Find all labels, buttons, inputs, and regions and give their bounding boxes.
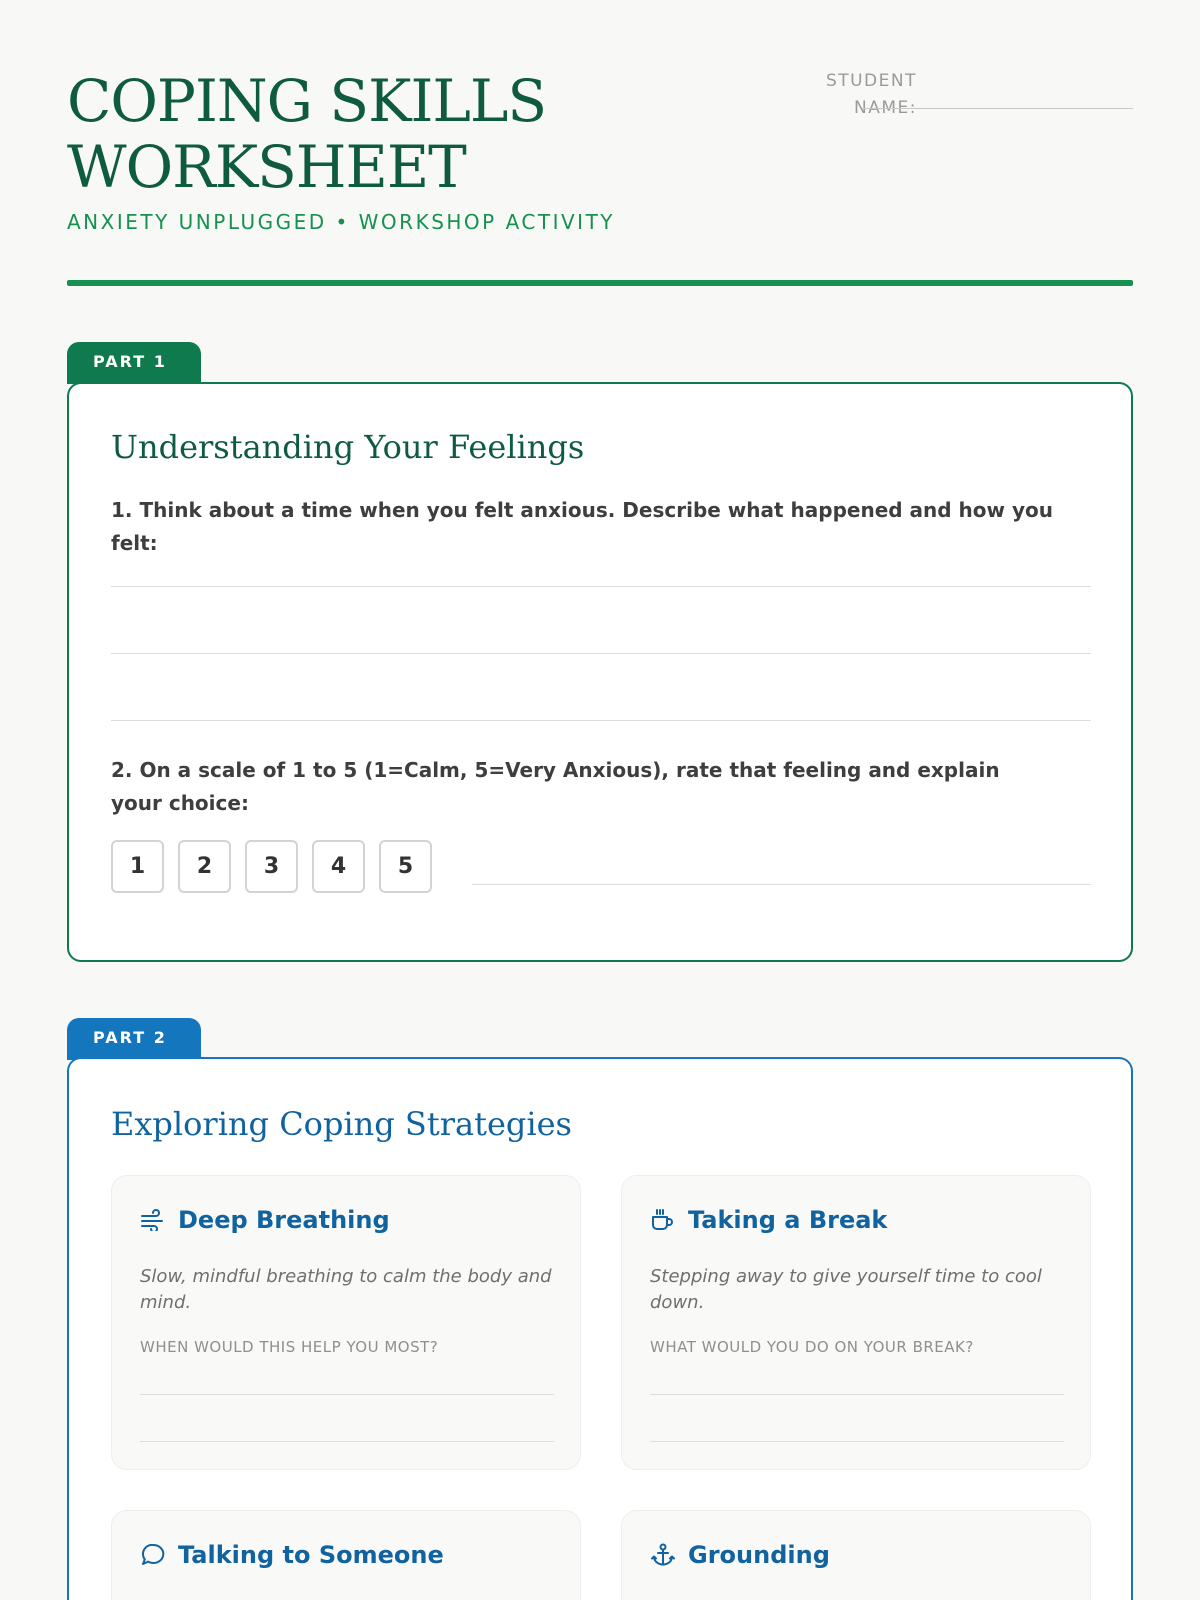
rating-option-2[interactable]: 2 xyxy=(178,840,231,893)
answer-line-3[interactable] xyxy=(111,720,1091,721)
answer-line-2[interactable] xyxy=(111,653,1091,654)
rating-option-4[interactable]: 4 xyxy=(312,840,365,893)
student-name-label xyxy=(717,68,917,122)
anchor-icon xyxy=(650,1542,676,1568)
student-name-label-line-1: STUDENT xyxy=(825,71,917,91)
part-1-title: Understanding Your Feelings xyxy=(111,428,585,466)
card-header xyxy=(140,1206,390,1234)
rating-explanation-line[interactable] xyxy=(472,884,1091,885)
part-1-section xyxy=(67,382,1133,962)
speech-bubble-icon xyxy=(140,1542,166,1568)
part-2-section xyxy=(67,1057,1133,1600)
wind-icon xyxy=(140,1207,166,1233)
card-answer-line-1[interactable] xyxy=(140,1394,554,1395)
question-1: 1. Think about a time when you felt anxious. Describe what happened and how you felt: xyxy=(111,498,1053,555)
student-name-field[interactable] xyxy=(862,108,1133,109)
card-question: WHAT WOULD YOU DO ON YOUR BREAK? xyxy=(650,1338,974,1356)
card-answer-line-2[interactable] xyxy=(650,1441,1064,1442)
card-header xyxy=(650,1541,830,1569)
card-header xyxy=(650,1206,887,1234)
card-answer-line-2[interactable] xyxy=(140,1441,554,1442)
strategy-card-deep-breathing xyxy=(111,1175,581,1470)
card-description: Stepping away to give yourself time to cool down. xyxy=(650,1266,1042,1313)
student-name-label-line-2: NAME: xyxy=(854,98,917,118)
question-2: 2. On a scale of 1 to 5 (1=Calm, 5=Very Anxious), rate that feeling and explain your choice: xyxy=(111,758,1000,815)
title-line-1: COPING SKILLS xyxy=(67,67,547,135)
rating-option-5[interactable]: 5 xyxy=(379,840,432,893)
card-title: Taking a Break xyxy=(688,1206,888,1234)
card-title: Talking to Someone xyxy=(178,1541,444,1569)
card-title: Deep Breathing xyxy=(178,1206,390,1234)
rating-option-1[interactable]: 1 xyxy=(111,840,164,893)
strategy-card-taking-a-break xyxy=(621,1175,1091,1470)
card-title: Grounding xyxy=(688,1541,830,1569)
card-answer-line-1[interactable] xyxy=(650,1394,1064,1395)
part-1-tab: PART 1 xyxy=(67,342,201,384)
strategy-card-grounding xyxy=(621,1510,1091,1600)
coffee-cup-icon xyxy=(650,1207,676,1233)
header-divider xyxy=(67,280,1133,286)
card-description: Slow, mindful breathing to calm the body and mind. xyxy=(140,1266,552,1313)
worksheet-page xyxy=(67,0,1133,1600)
part-2-tab: PART 2 xyxy=(67,1018,201,1060)
rating-scale xyxy=(111,840,432,893)
answer-line-1[interactable] xyxy=(111,586,1091,587)
strategy-card-talking-to-someone xyxy=(111,1510,581,1600)
card-question: WHEN WOULD THIS HELP YOU MOST? xyxy=(140,1338,439,1356)
title-line-2: WORKSHEET xyxy=(67,133,466,201)
rating-option-3[interactable]: 3 xyxy=(245,840,298,893)
worksheet-title xyxy=(67,68,546,200)
part-2-title: Exploring Coping Strategies xyxy=(111,1105,572,1143)
worksheet-subtitle: ANXIETY UNPLUGGED • WORKSHOP ACTIVITY xyxy=(67,210,616,234)
card-header xyxy=(140,1541,444,1569)
